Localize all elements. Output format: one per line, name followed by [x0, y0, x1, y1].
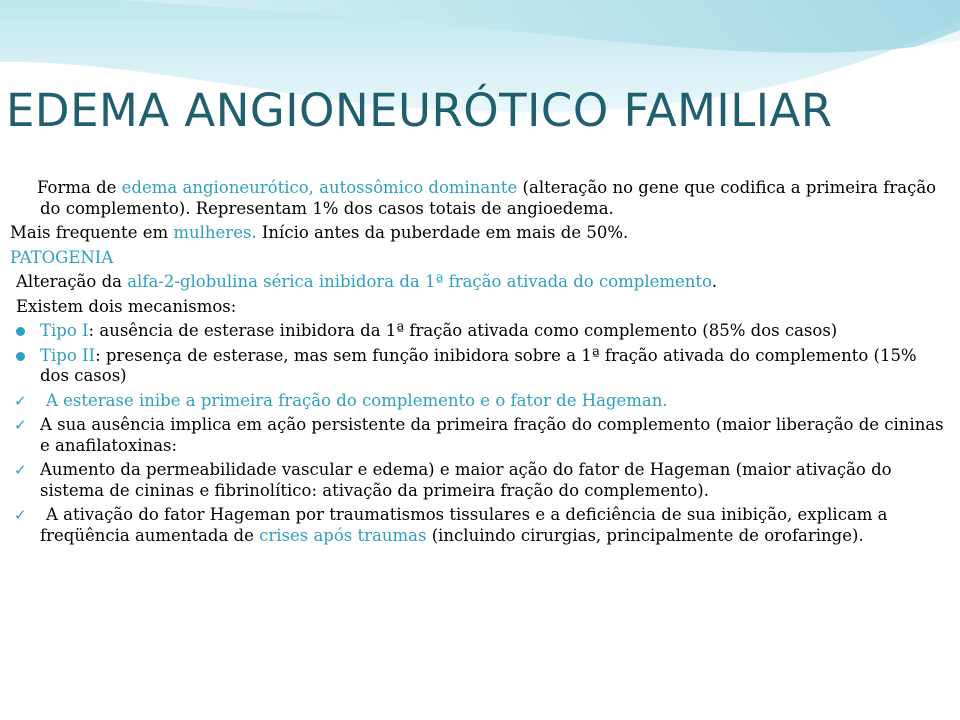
check-text-2: (incluindo cirurgias, principalmente de orofaringe). [426, 525, 864, 545]
check-text-1: A ativação do fator Hageman por traumatismos tissulares e a deficiência de sua inibição, explicam a freqüência aumentada de [40, 505, 888, 545]
bullet-label: Tipo II [40, 345, 96, 365]
bullet-tipo-2 [10, 346, 950, 387]
intro-paragraph [10, 178, 950, 219]
bullet-label: Tipo I [40, 321, 89, 340]
check-mark-icon: ✓ [14, 391, 27, 410]
alteration-text-2: . [711, 272, 717, 291]
check-highlight: crises após traumas [259, 525, 427, 545]
round-bullet-icon [16, 327, 25, 336]
check-item-3 [10, 460, 950, 501]
intro-highlight: edema angioneurótico, autossômico dominante [121, 178, 518, 197]
frequency-paragraph [10, 223, 950, 244]
check-text: A sua ausência implica em ação persistente da primeira fração do complemento (maior liberação de cininas e anafilatoxinas: [40, 415, 944, 455]
check-text: Aumento da permeabilidade vascular e edema) e maior ação do fator de Hageman (maior ativação do sistema de cininas e fibrinolítico: ativação da primeira fração do complemento). [40, 460, 892, 500]
bullet-text: : ausência de esterase inibidora da 1ª fração ativada como complemento (85% dos casos) [88, 321, 838, 340]
frequency-text-2: Início antes da puberdade em mais de 50%. [256, 223, 629, 242]
intro-text-1: Forma de [37, 178, 122, 197]
patogenia-heading: PATOGENIA [10, 247, 114, 267]
bullet-tipo-1 [10, 321, 950, 342]
check-mark-icon: ✓ [14, 416, 27, 434]
check-mark-icon: ✓ [14, 506, 27, 524]
mechanisms-intro: Existem dois mecanismos: [16, 296, 237, 316]
check-item-4 [10, 505, 950, 546]
check-mark-icon: ✓ [14, 461, 27, 479]
check-text: A esterase inibe a primeira fração do complemento e o fator de Hageman. [46, 390, 668, 410]
check-item-2 [10, 415, 950, 456]
round-bullet-icon [16, 352, 25, 361]
page-title: EDEMA ANGIONEURÓTICO FAMILIAR [6, 84, 833, 137]
check-item-1 [10, 391, 950, 412]
intro-text-2: (alteração no gene que codifica a primeira fração do complemento). Representam 1% dos casos totais de angioedema. [40, 178, 937, 218]
alteration-text-1: Alteração da [16, 272, 128, 291]
frequency-text-1: Mais frequente em [10, 223, 174, 242]
slide-body [10, 178, 950, 550]
alteration-highlight: alfa-2-globulina sérica inibidora da 1ª fração ativada do complemento [127, 272, 712, 291]
frequency-highlight: mulheres. [173, 223, 257, 242]
alteration-paragraph [10, 272, 950, 293]
bullet-text: : presença de esterase, mas sem função inibidora sobre a 1ª fração ativada do complemento (15% dos casos) [40, 345, 917, 385]
